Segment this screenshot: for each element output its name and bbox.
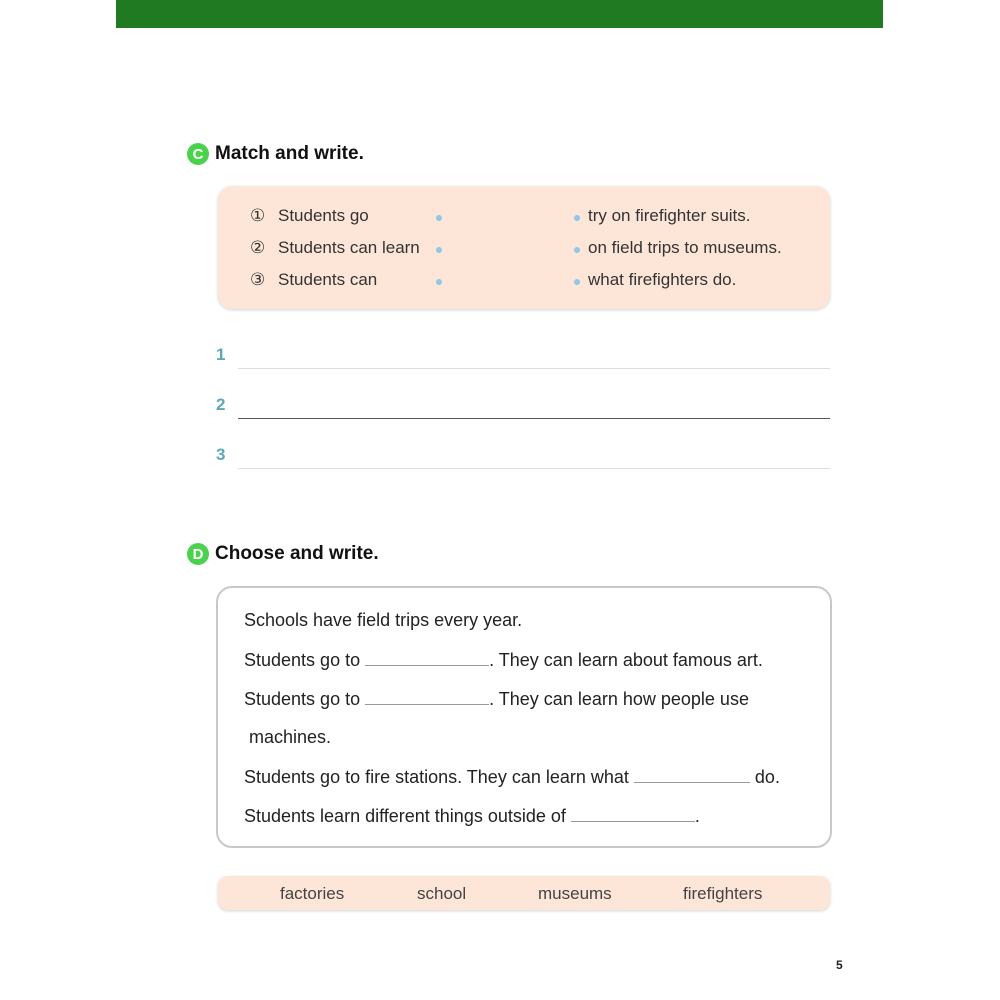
match-left-item: Students can learn bbox=[278, 238, 420, 257]
passage-line-5 bbox=[244, 766, 780, 788]
word-bank-item[interactable]: firefighters bbox=[683, 884, 763, 903]
match-row-3 bbox=[218, 270, 830, 298]
passage-line-2 bbox=[244, 649, 763, 671]
section-c-badge: C bbox=[187, 143, 209, 165]
fill-blank[interactable] bbox=[634, 766, 750, 783]
passage-text: Students go to bbox=[244, 650, 361, 670]
passage-line-4 bbox=[249, 727, 331, 748]
passage-line-6 bbox=[244, 805, 700, 827]
passage-text: do. bbox=[754, 767, 780, 787]
fill-blank[interactable] bbox=[365, 688, 489, 705]
match-number: ② bbox=[250, 238, 266, 257]
answer-writing-line[interactable] bbox=[238, 368, 830, 369]
match-dot-right[interactable] bbox=[574, 215, 580, 221]
answer-line-3 bbox=[216, 445, 830, 465]
match-number: ③ bbox=[250, 270, 266, 289]
match-box bbox=[218, 186, 830, 309]
match-row-2 bbox=[218, 238, 830, 266]
match-right-item: what firefighters do. bbox=[588, 270, 737, 289]
top-color-bar bbox=[116, 0, 883, 28]
passage-line-3 bbox=[244, 688, 749, 710]
answer-writing-line[interactable] bbox=[238, 418, 830, 419]
match-right-item: try on firefighter suits. bbox=[588, 206, 751, 225]
answer-line-2 bbox=[216, 395, 830, 415]
passage-line-1 bbox=[244, 610, 522, 631]
passage-text: . They can learn about famous art. bbox=[489, 650, 763, 670]
word-bank-item[interactable]: museums bbox=[538, 884, 612, 903]
passage-text: . They can learn how people use bbox=[489, 689, 749, 709]
answer-number: 2 bbox=[216, 395, 226, 414]
match-dot-right[interactable] bbox=[574, 247, 580, 253]
answer-number: 3 bbox=[216, 445, 226, 464]
match-dot-left[interactable] bbox=[436, 279, 442, 285]
page-number: 5 bbox=[836, 958, 843, 972]
fill-blank[interactable] bbox=[365, 649, 489, 666]
match-left-item: Students can bbox=[278, 270, 378, 289]
section-d-header bbox=[187, 543, 379, 565]
answer-writing-line[interactable] bbox=[238, 468, 830, 469]
passage-text: Students go to fire stations. They can learn what bbox=[244, 767, 629, 787]
match-dot-left[interactable] bbox=[436, 215, 442, 221]
match-dot-left[interactable] bbox=[436, 247, 442, 253]
passage-text: Schools have field trips every year. bbox=[244, 610, 523, 630]
passage-text: . bbox=[694, 806, 700, 826]
passage-text: Students go to bbox=[244, 689, 361, 709]
match-dot-right[interactable] bbox=[574, 279, 580, 285]
section-d-badge: D bbox=[187, 543, 209, 565]
passage-text: Students learn different things outside of bbox=[244, 806, 566, 826]
answer-number: 1 bbox=[216, 345, 226, 364]
section-c-title: Match and write. bbox=[215, 143, 364, 164]
passage-text: machines. bbox=[249, 727, 332, 747]
fill-blank[interactable] bbox=[571, 805, 695, 822]
choose-box bbox=[216, 586, 832, 848]
section-c-header bbox=[187, 143, 364, 165]
word-bank bbox=[218, 876, 830, 910]
match-row-1 bbox=[218, 206, 830, 234]
word-bank-item[interactable]: school bbox=[417, 884, 467, 903]
match-right-item: on field trips to museums. bbox=[588, 238, 782, 257]
match-left-item: Students go bbox=[278, 206, 369, 225]
word-bank-item[interactable]: factories bbox=[280, 884, 345, 903]
match-number: ① bbox=[250, 206, 266, 225]
section-d-title: Choose and write. bbox=[215, 543, 379, 564]
answer-line-1 bbox=[216, 345, 830, 365]
